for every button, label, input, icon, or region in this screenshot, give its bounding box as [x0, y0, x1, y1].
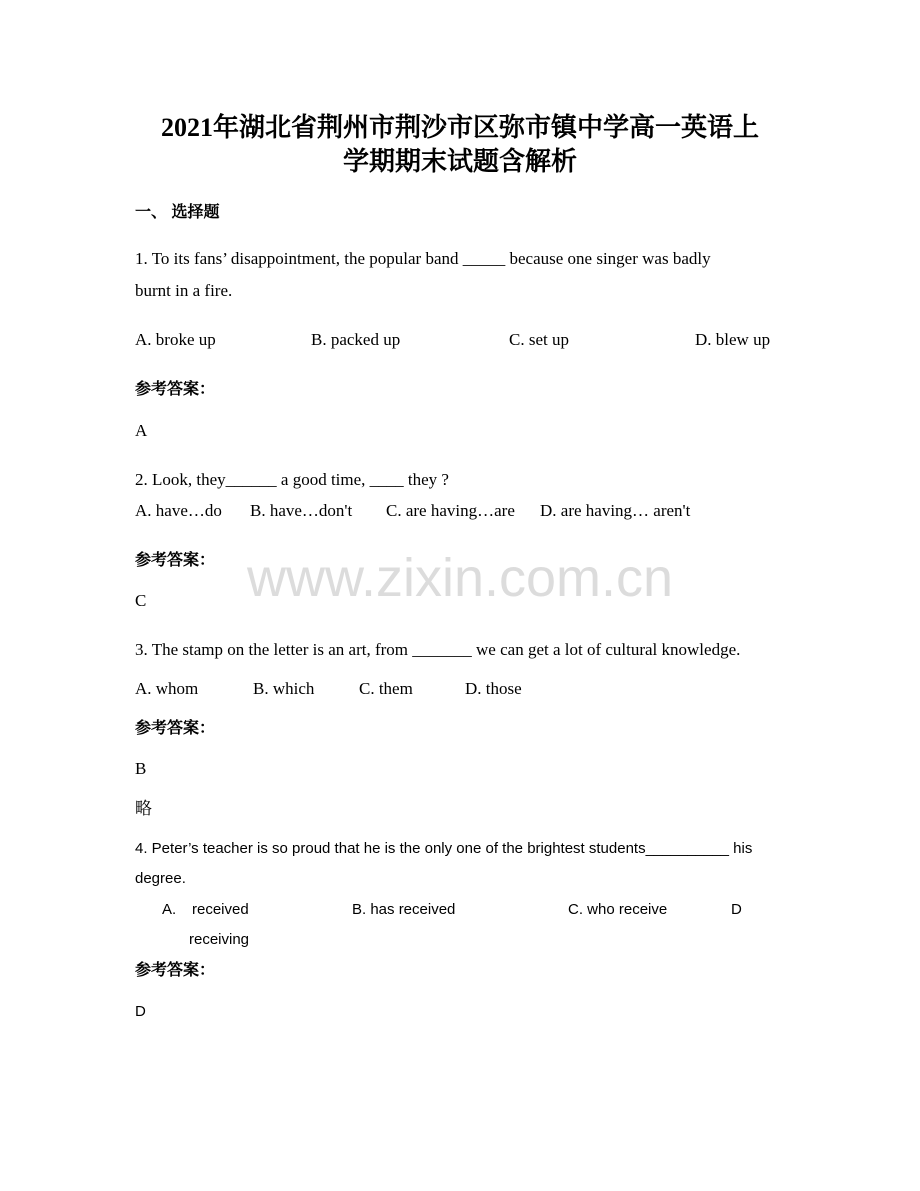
question-4-answer-label: 参考答案： — [135, 962, 216, 979]
question-1-answer-label: 参考答案： — [135, 381, 216, 398]
question-3-option-d: D. those — [465, 679, 522, 698]
question-2-option-b: B. have…don't — [250, 501, 353, 520]
question-1-option-c: C. set up — [509, 330, 569, 349]
question-4-stem-line-1: 4. Peter’s teacher is so proud that he is the only one of the brightest students__________ his — [135, 840, 753, 857]
question-3-answer: B — [135, 759, 147, 778]
section-heading: 一、 选择题 — [135, 204, 220, 221]
question-4-option-c: C. who receive — [568, 901, 668, 918]
question-3-option-c: C. them — [359, 679, 413, 698]
question-3-option-a: A. whom — [135, 679, 199, 698]
question-4-option-d-marker: D — [731, 901, 742, 918]
question-4-option-a: received — [192, 901, 249, 918]
question-2-answer: C — [135, 591, 147, 610]
question-1-option-a: A. broke up — [135, 330, 216, 349]
question-4-stem-line-2: degree. — [135, 870, 186, 887]
question-1-option-b: B. packed up — [311, 330, 401, 349]
question-3-explanation: 略 — [135, 799, 152, 818]
question-4-option-a-marker: A. — [162, 901, 177, 918]
page-title-line-2: 学期期末试题含解析 — [342, 147, 577, 176]
question-2-stem-line-1: 2. Look, they______ a good time, ____ they ? — [135, 470, 449, 489]
question-1-answer: A — [135, 421, 148, 440]
question-4-answer: D — [135, 1003, 146, 1020]
question-4-option-d: receiving — [189, 931, 250, 948]
question-2-option-d: D. are having… aren't — [540, 501, 691, 520]
question-2-option-c: C. are having…are — [386, 501, 515, 520]
question-1-stem-line-1: 1. To its fans’ disappointment, the popular band _____ because one singer was badly — [135, 249, 711, 268]
question-2-answer-label: 参考答案： — [135, 552, 216, 569]
question-1-stem-line-2: burnt in a fire. — [135, 281, 233, 300]
question-3-answer-label: 参考答案： — [135, 720, 216, 737]
question-4-option-b: B. has received — [352, 901, 456, 918]
page-title-line-1: 2021年湖北省荆州市荆沙市区弥市镇中学高一英语上 — [160, 113, 759, 142]
question-3-stem-line-1: 3. The stamp on the letter is an art, from _______ we can get a lot of cultural knowledge. — [135, 640, 741, 659]
question-3-option-b: B. which — [253, 679, 315, 698]
question-2-option-a: A. have…do — [135, 501, 222, 520]
question-1-option-d: D. blew up — [695, 330, 771, 349]
watermark: www.zixin.com.cn — [246, 548, 674, 608]
